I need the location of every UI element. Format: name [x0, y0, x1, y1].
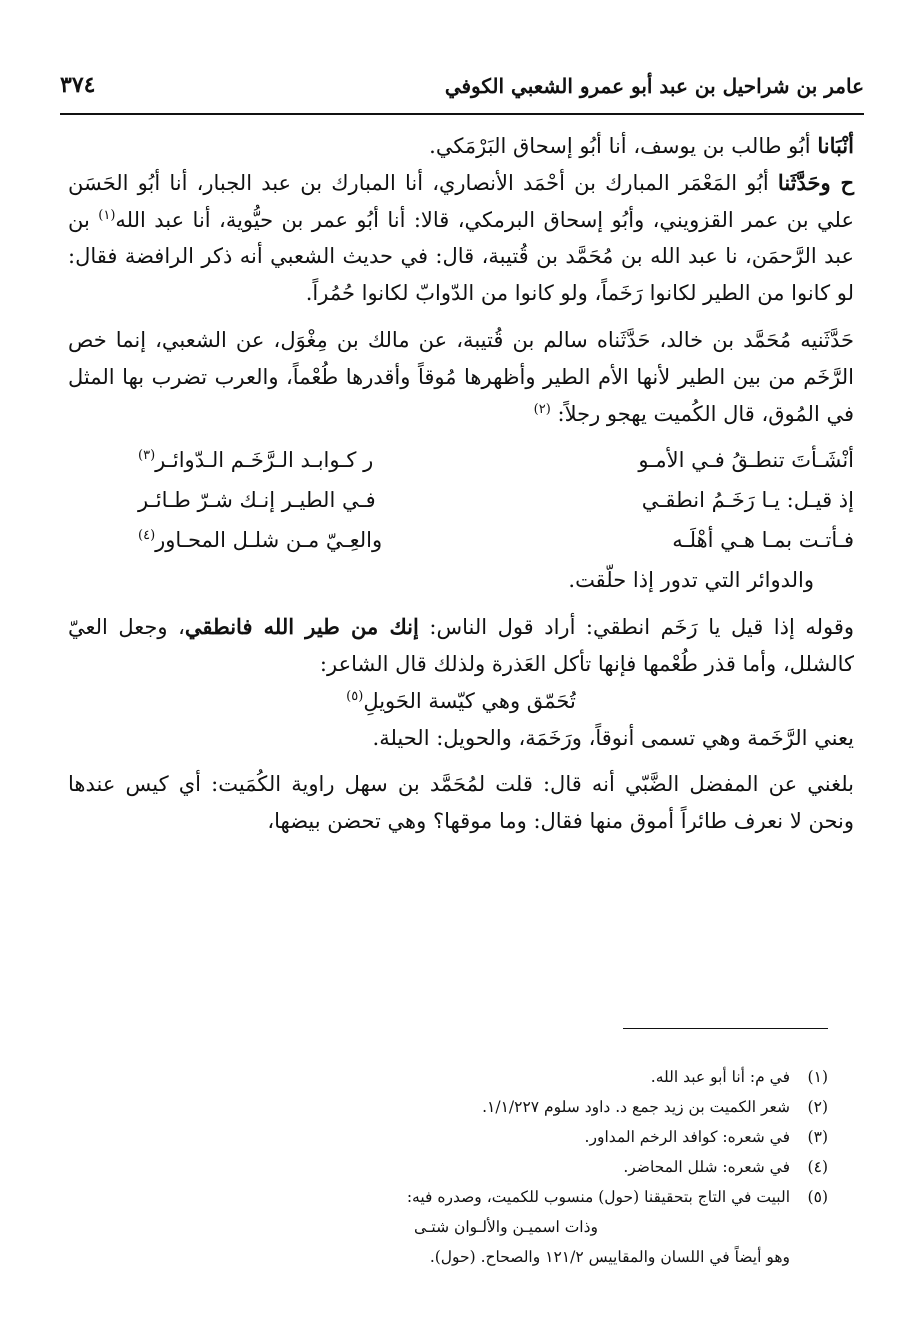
paragraph-2-text: أبُو المَعْمَر المبارك بن أحْمَد الأنصاري، أنا المبارك بن عبد الجبار، أنا أبُو الحَسَن علي بن عمر القزويني، وأبُو إسحاق البرمكي، قالا: أنا أبُو عمر بن حيُّوية، أنا عبد الله [68, 170, 854, 232]
footnote-text: في م: أنا أبو عبد الله. [650, 1068, 790, 1086]
footnote-text: شعر الكميت بن زيد جمع د. داود سلوم ١/١/٢٢٧. [482, 1098, 790, 1116]
verse-3-first-hemistich: فـأتـت بمـا هـي أهْلَـه [672, 528, 854, 553]
narration-keyword: ح وحَدَّثَنا [777, 169, 854, 195]
verse-line-1 [68, 442, 854, 482]
spacer [68, 432, 854, 442]
footnote-text: في شعره: شلل المحاضر. [623, 1158, 790, 1176]
verse-1-second-text: ر كـوابـد الـرَّخَـم الـدّوائـر [155, 448, 374, 473]
footnote-ref-3[interactable]: (٣) [138, 448, 156, 464]
spacer [68, 599, 854, 609]
paragraph-5-cont: ، وجعل العيّ كالشلل، وأما قذر طُعْمها فإنها تأكل العَذرة ولذلك قال الشاعر: [68, 615, 854, 676]
footnote-ref-2[interactable]: (٢) [533, 401, 551, 417]
verse-3-second-hemistich [138, 522, 382, 559]
running-title: عامر بن شراحيل بن عبد أبو عمرو الشعبي الكوفي [444, 74, 864, 98]
running-header [60, 68, 864, 106]
footnote-5-verse: وذات اسميـن والألـوان شتـى [413, 1218, 598, 1236]
main-text [68, 128, 854, 840]
quoted-saying: إنك من طير الله فانطقي [184, 614, 419, 640]
paragraph-1-text: أبُو طالب بن يوسف، أنا أبُو إسحاق البَرْمَكي. [429, 134, 818, 158]
footnote-number: (٢) [807, 1098, 828, 1116]
footnote-text: في شعره: كوافد الرخم المداور. [584, 1128, 790, 1146]
footnote-number: (١) [807, 1068, 828, 1086]
footnote-number: (٣) [807, 1128, 828, 1146]
footnote-number: (٥) [807, 1188, 828, 1206]
paragraph-4: والدوائر التي تدور إذا حلّقت. [568, 568, 814, 593]
verse-3-second-text: والعِـيّ مـن شلـل المحـاور [155, 528, 383, 553]
quoted-hemistich-text: تُحَمّق وهي كيّسة الحَويلِ [363, 688, 576, 713]
footnote-rule [623, 1028, 828, 1029]
verse-2-second-hemistich: فـي الطيـر إنـك شـرّ طـائـر [138, 488, 376, 513]
footnote-5-tail: وهو أيضاً في اللسان والمقاييس ١٢١/٢ والصحاح. (حول). [429, 1248, 790, 1266]
narration-keyword: أنْبَانا [817, 133, 854, 158]
footnote-3 [80, 1122, 828, 1152]
paragraph-2-cont: بن عبد الرَّحمَن، نا عبد الله بن مُحَمَّد بن قُتيبة، قال: في حديث الشعبي أنه ذكر الرافضة فقال: لو كانوا من الطير لكانوا رَخَماً، ولو كانوا من الدّوابّ لكانوا حُمُراً. [68, 207, 854, 306]
paragraph-2 [68, 165, 854, 312]
header-rule [60, 113, 864, 115]
footnote-number: (٤) [807, 1158, 828, 1176]
spacer [68, 312, 854, 322]
paragraph-7: بلغني عن المفضل الضَّبّي أنه قال: قلت لمُحَمَّد بن سهل راوية الكُمَيت: أي كيس عندها ونحن لا نعرف طائراً أموق منها فقال: وما موقها؟ وهي تحضن بيضها، [68, 772, 854, 834]
paragraph-5 [68, 609, 854, 683]
footnote-1 [80, 1062, 828, 1092]
paragraph-3 [68, 322, 854, 432]
footnote-ref-1[interactable]: (١) [98, 207, 116, 223]
footnote-4 [80, 1152, 828, 1182]
quoted-hemistich [68, 683, 854, 720]
paragraph-1 [68, 128, 854, 165]
footnote-5 [80, 1182, 828, 1212]
verse-1-first-hemistich: أنْشَـأتَ تنطـقُ فـي الأمـو [638, 448, 854, 473]
verse-1-second-hemistich [138, 442, 373, 479]
footnote-ref-4[interactable]: (٤) [138, 528, 156, 544]
paragraph-5-text: وقوله إذا قيل يا رَخَم انطقي: أراد قول الناس: [418, 615, 854, 640]
footnotes [80, 1062, 828, 1272]
paragraph-6: يعني الرَّخَمة وهي تسمى أنوقاً، ورَخَمَة، والحويل: الحيلة. [372, 725, 854, 750]
verse-2-first-hemistich: إذ قيـل: يـا رَخَـمُ انطقـي [641, 488, 854, 513]
verse-line-3 [68, 522, 854, 562]
spacer [68, 756, 854, 766]
footnote-2 [80, 1092, 828, 1122]
footnote-text: البيت في التاج بتحقيقنا (حول) منسوب للكميت، وصدره فيه: [406, 1188, 790, 1206]
footnote-ref-5[interactable]: (٥) [346, 688, 364, 704]
page-number: ٣٧٤ [60, 72, 96, 98]
paragraph-3-text: حَدَّثَنيه مُحَمَّد بن خالد، حَدَّثَناه سالم بن قُتيبة، عن مالك بن مِغْوَل، عن الشعبي، إنما خص الرَّخَم من بين الطير لأنها الأم الطير وأظهرها مُوقاً وأقدرها طُعْماً، والعرب تضرب بها المثل في المُوق، قال الكُميت يهجو رجلاً: [68, 327, 854, 426]
verse-line-2 [68, 482, 854, 522]
